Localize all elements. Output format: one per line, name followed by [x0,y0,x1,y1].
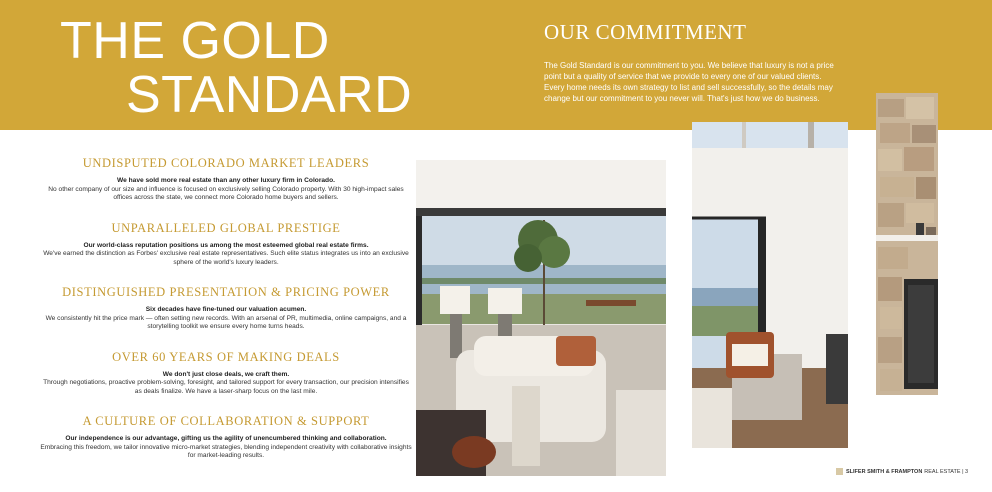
section-body: No other company of our size and influence is focused on exclusively selling Colorado property. With 30 high-impact sales offices across the state, we connect more Colorado home buyers and sellers. [48,185,404,201]
brand-square-icon [836,468,843,475]
section-body: We've earned the distinction as Forbes' exclusive real estate representatives. Such elite status integrates us into an exclusive sphere of the world's luxury leaders. [43,250,409,266]
section-heading: OVER 60 YEARS OF MAKING DEALS [112,349,340,364]
page-title [60,14,412,122]
selling-points [40,156,412,479]
section-lead: Our independence is our advantage, gifting us the agility of unencumbered thinking and collaboration. [65,435,387,442]
footer-brand: SLIFER SMITH & FRAMPTON [846,468,923,475]
fireplace-photo [876,93,938,395]
page-footer [836,468,968,475]
section-body: Through negotiations, proactive problem-solving, foresight, and tailored support for every transaction, our precision intensifies as deals finalize. We have a laser-sharp focus on the last mile. [43,379,409,395]
section-lead: We have sold more real estate than any other luxury firm in Colorado. [117,177,335,184]
section-presentation-pricing [40,285,412,332]
section-market-leaders [40,156,412,203]
interior-room-photo [692,122,848,448]
section-heading: DISTINGUISHED PRESENTATION & PRICING POWER [62,285,390,299]
title-line-1: THE GOLD [60,12,330,70]
section-lead: Six decades have fine-tuned our valuation acumen. [145,306,307,313]
section-global-prestige [40,221,412,268]
commitment-text: The Gold Standard is our commitment to you. We believe that luxury is not a price point but a quality of service that we provide to every one of our valued clients. Every home needs its own strategy to list and sell successfully, so the details may change but our commitment to you never will. That's just how we do business. [544,61,834,103]
living-room-photo [416,160,666,476]
commitment-heading: OUR COMMITMENT [544,20,747,44]
section-collaboration [40,414,412,461]
section-body: Embracing this freedom, we tailor innovative micro-market strategies, blending independent creativity with collaborative insights for market-leading results. [40,443,412,459]
section-heading: UNDISPUTED COLORADO MARKET LEADERS [82,156,370,170]
section-heading: A CULTURE OF COLLABORATION & SUPPORT [82,414,370,428]
section-heading: UNPARALLELED GLOBAL PRESTIGE [111,220,341,235]
title-line-2: STANDARD [126,66,413,124]
section-making-deals [40,350,412,397]
section-lead: We don't just close deals, we craft them. [162,370,290,378]
footer-suffix: REAL ESTATE | 3 [924,468,969,475]
section-body: We consistently hit the price mark — often setting new records. With an arsenal of PR, multimedia, online campaigns, and a storytelling toolkit we ensure every home turns heads. [45,314,407,330]
section-lead: Our world-class reputation positions us among the most esteemed global real estate firms. [83,241,369,249]
